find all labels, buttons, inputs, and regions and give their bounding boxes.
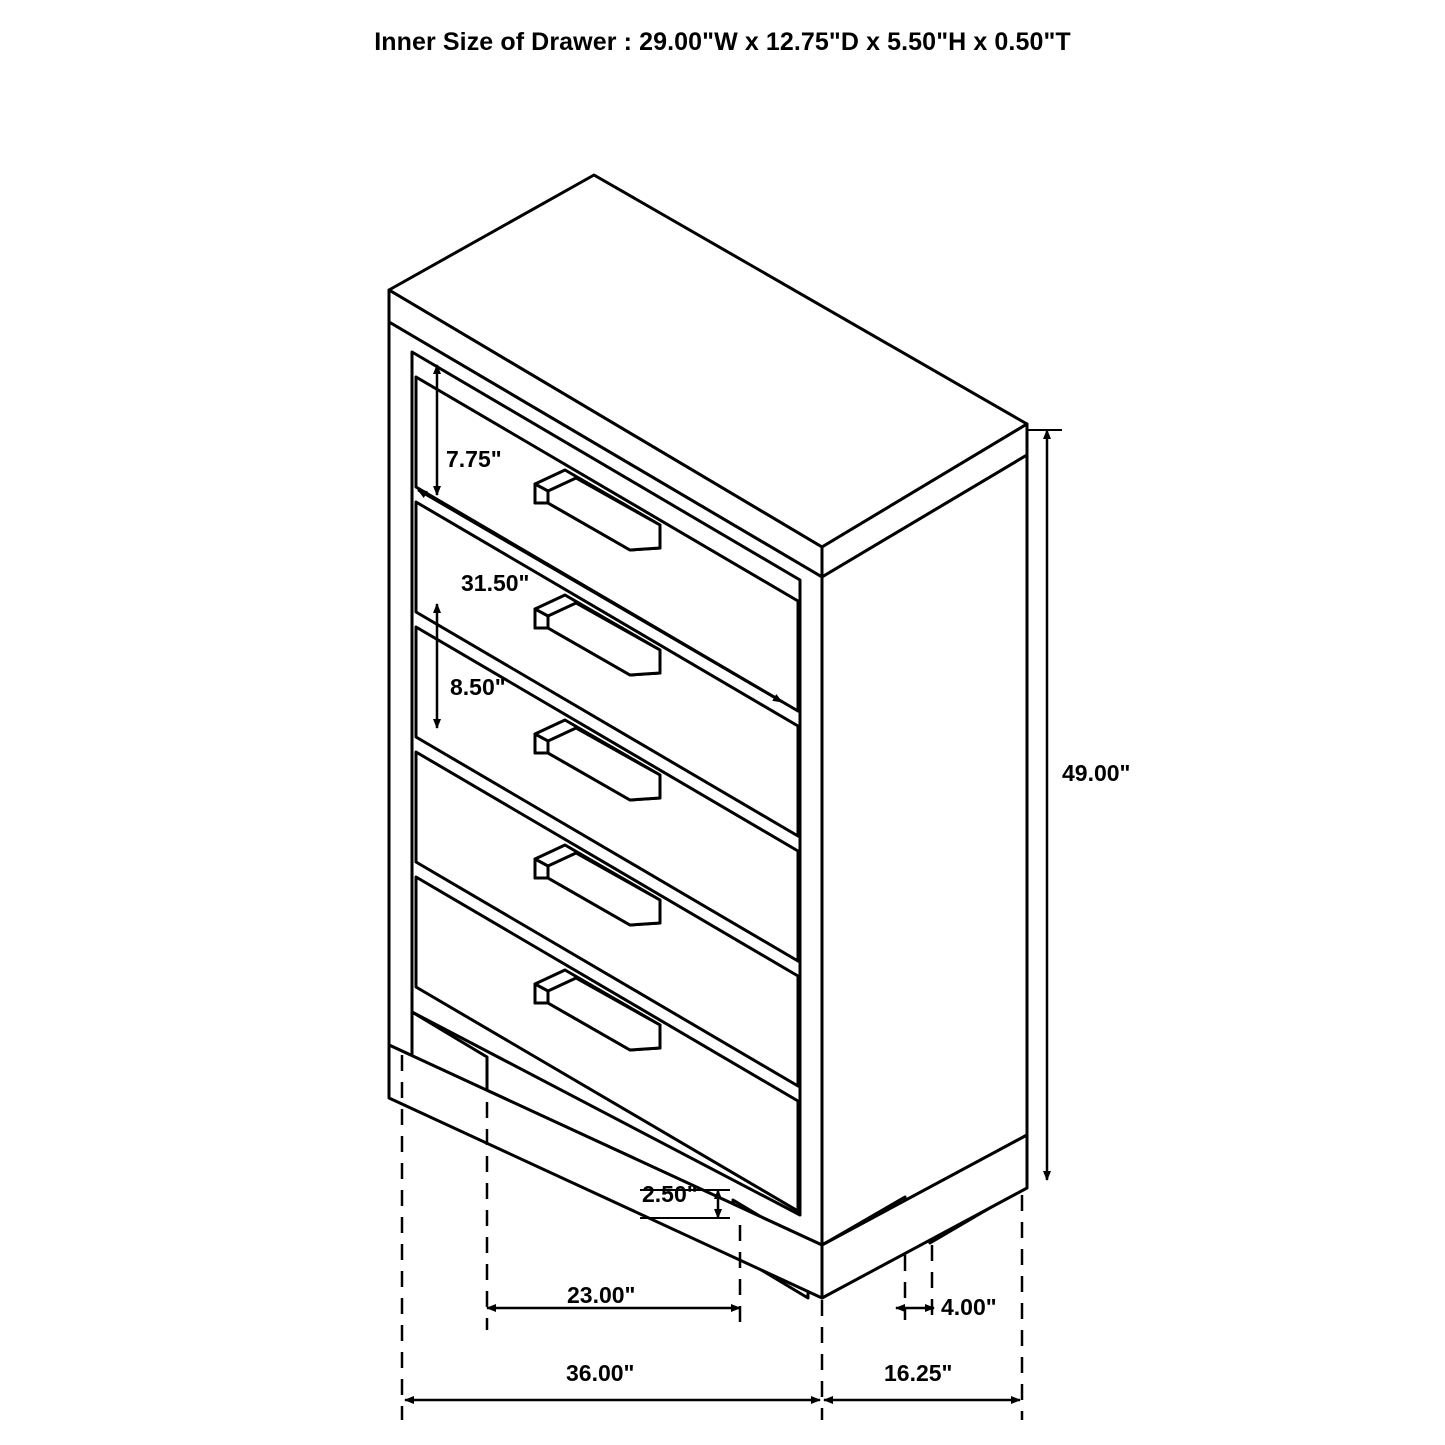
chest-body — [389, 175, 1027, 1298]
dim-label-top-drawer-height: 7.75" — [446, 446, 502, 472]
page-title: Inner Size of Drawer : 29.00"W x 12.75"D x 5.50"H x 0.50"T — [374, 28, 1071, 56]
dim-label-drawer-width: 31.50" — [461, 570, 530, 596]
dim-label-total-depth: 16.25" — [884, 1360, 953, 1386]
dim-label-leg-height: 2.50" — [642, 1181, 698, 1207]
dim-label-leg-offset: 4.00" — [941, 1294, 997, 1320]
dim-label-leg-span: 23.00" — [567, 1282, 636, 1308]
dim-label-total-width: 36.00" — [566, 1360, 635, 1386]
dim-label-drawer-height: 8.50" — [450, 674, 506, 700]
chest-side-face — [822, 455, 1027, 1245]
dim-label-total-height: 49.00" — [1062, 760, 1131, 786]
